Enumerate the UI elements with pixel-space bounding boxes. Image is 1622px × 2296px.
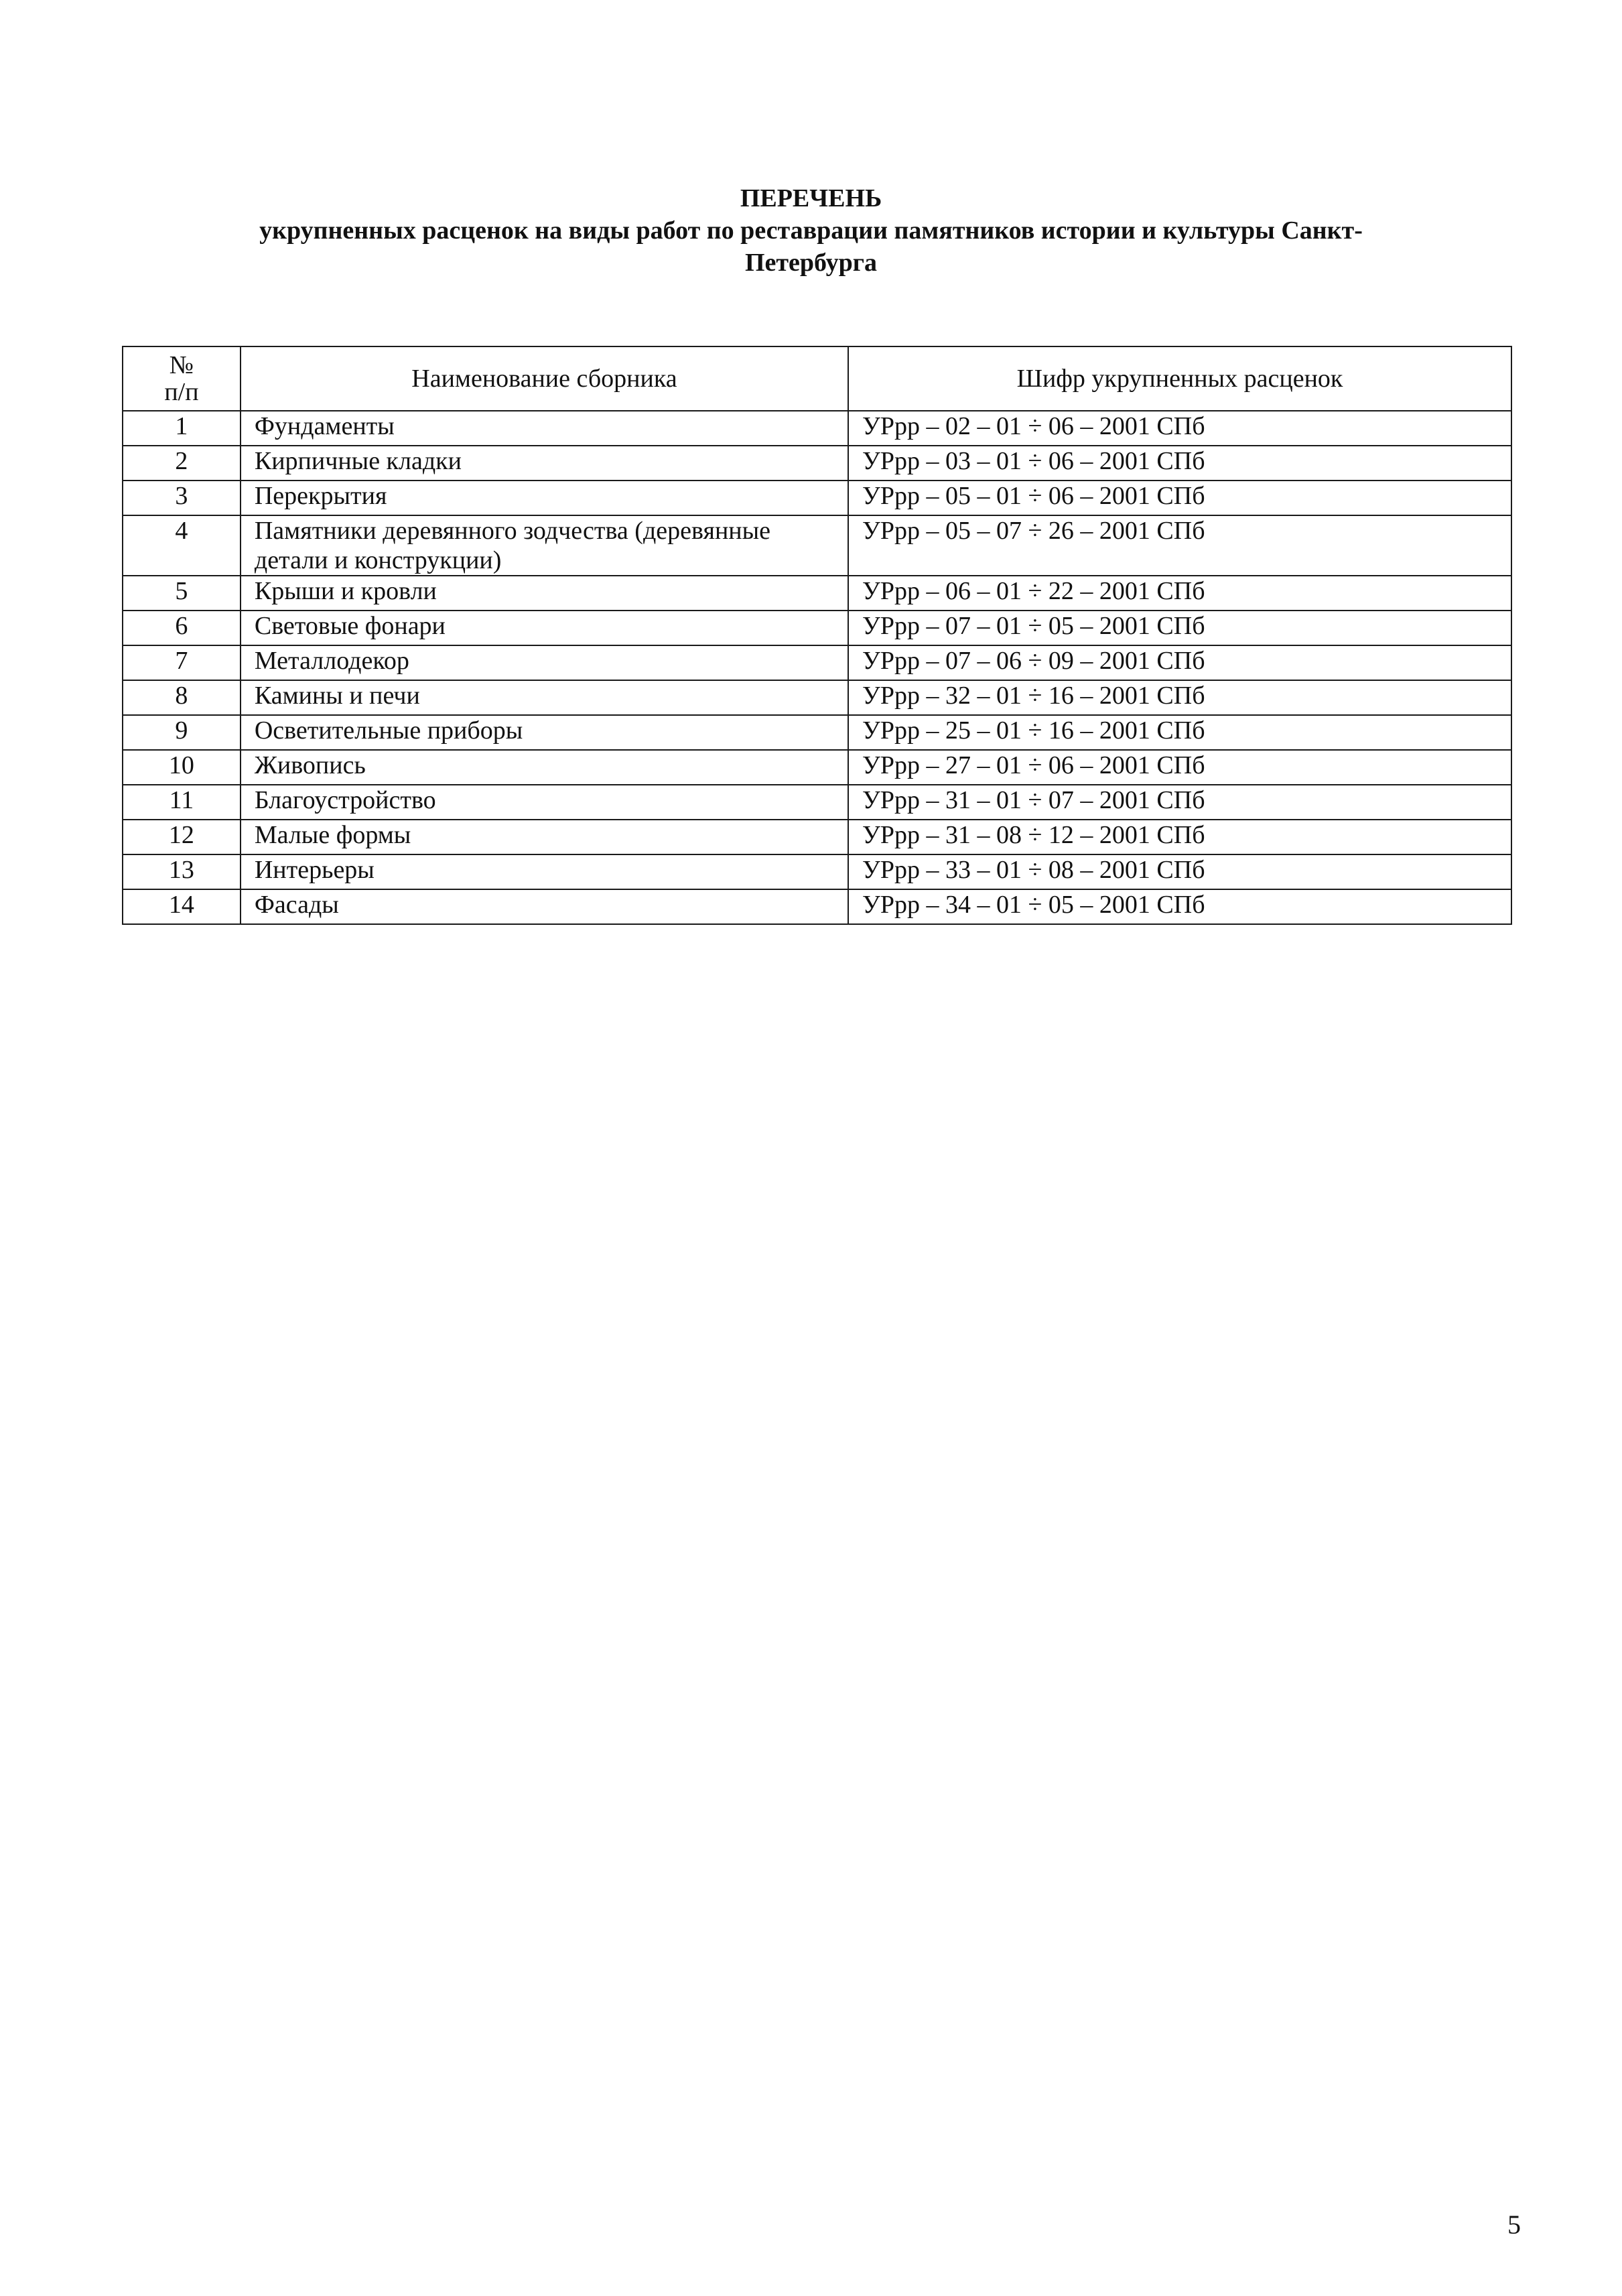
table-row — [123, 645, 1511, 680]
collection-name-cell: Кирпичные кладки — [241, 446, 848, 481]
page-number: 5 — [1507, 2210, 1521, 2240]
collection-name-cell: Световые фонари — [241, 611, 848, 645]
rate-code-cell: УРрр – 02 – 01 ÷ 06 – 2001 СПб — [848, 411, 1511, 446]
table-row — [123, 854, 1511, 889]
header-code: Шифр укрупненных расценок — [848, 346, 1511, 411]
row-number-cell: 14 — [123, 889, 241, 924]
row-number-cell: 10 — [123, 750, 241, 785]
row-number-cell: 7 — [123, 645, 241, 680]
collection-name-cell: Крыши и кровли — [241, 576, 848, 611]
row-number-cell: 2 — [123, 446, 241, 481]
table-row — [123, 889, 1511, 924]
rate-code-cell: УРрр – 05 – 07 ÷ 26 – 2001 СПб — [848, 515, 1511, 576]
table-row — [123, 576, 1511, 611]
table-row — [123, 481, 1511, 515]
table-row — [123, 750, 1511, 785]
row-number-cell: 4 — [123, 515, 241, 576]
row-number-cell: 13 — [123, 854, 241, 889]
rate-code-cell: УРрр – 03 – 01 ÷ 06 – 2001 СПб — [848, 446, 1511, 481]
table-row — [123, 411, 1511, 446]
collection-name-cell: Благоустройство — [241, 785, 848, 820]
row-number-cell: 11 — [123, 785, 241, 820]
rate-code-cell: УРрр – 06 – 01 ÷ 22 – 2001 СПб — [848, 576, 1511, 611]
rate-code-cell: УРрр – 32 – 01 ÷ 16 – 2001 СПб — [848, 680, 1511, 715]
header-num-line2: п/п — [164, 378, 199, 406]
rate-code-cell: УРрр – 25 – 01 ÷ 16 – 2001 СПб — [848, 715, 1511, 750]
rate-code-cell: УРрр – 31 – 08 ÷ 12 – 2001 СПб — [848, 820, 1511, 854]
collection-name-cell: Осветительные приборы — [241, 715, 848, 750]
header-num — [123, 346, 241, 411]
document-title: ПЕРЕЧЕНЬ — [740, 184, 882, 212]
row-number-cell: 9 — [123, 715, 241, 750]
row-number-cell: 8 — [123, 680, 241, 715]
document-heading — [154, 182, 1468, 279]
row-number-cell: 6 — [123, 611, 241, 645]
rate-code-cell: УРрр – 34 – 01 ÷ 05 – 2001 СПб — [848, 889, 1511, 924]
collection-name-cell: Памятники деревянного зодчества (деревянные детали и конструкции) — [241, 515, 848, 576]
table-row — [123, 715, 1511, 750]
rate-code-cell: УРрр – 33 – 01 ÷ 08 – 2001 СПб — [848, 854, 1511, 889]
table-row — [123, 515, 1511, 576]
document-subtitle-line2: Петербурга — [744, 249, 878, 277]
row-number-cell: 1 — [123, 411, 241, 446]
rates-list-table — [122, 346, 1512, 925]
collection-name-cell: Камины и печи — [241, 680, 848, 715]
collection-name-cell: Фундаменты — [241, 411, 848, 446]
collection-name-cell: Интерьеры — [241, 854, 848, 889]
rate-code-cell: УРрр – 31 – 01 ÷ 07 – 2001 СПб — [848, 785, 1511, 820]
table-row — [123, 820, 1511, 854]
collection-name-cell: Перекрытия — [241, 481, 848, 515]
collection-name-cell: Фасады — [241, 889, 848, 924]
rate-code-cell: УРрр – 27 – 01 ÷ 06 – 2001 СПб — [848, 750, 1511, 785]
rate-code-cell: УРрр – 05 – 01 ÷ 06 – 2001 СПб — [848, 481, 1511, 515]
table-row — [123, 611, 1511, 645]
row-number-cell: 12 — [123, 820, 241, 854]
table-body — [123, 411, 1511, 924]
header-name: Наименование сборника — [241, 346, 848, 411]
document-subtitle-line1: укрупненных расценок на виды работ по реставрации памятников истории и культуры Санкт- — [259, 216, 1363, 245]
row-number-cell: 3 — [123, 481, 241, 515]
collection-name-cell: Живопись — [241, 750, 848, 785]
table-row — [123, 680, 1511, 715]
collection-name-cell: Малые формы — [241, 820, 848, 854]
row-number-cell: 5 — [123, 576, 241, 611]
rate-code-cell: УРрр – 07 – 06 ÷ 09 – 2001 СПб — [848, 645, 1511, 680]
table-row — [123, 446, 1511, 481]
table-header-row — [123, 346, 1511, 411]
table-row — [123, 785, 1511, 820]
rate-code-cell: УРрр – 07 – 01 ÷ 05 – 2001 СПб — [848, 611, 1511, 645]
collection-name-cell: Металлодекор — [241, 645, 848, 680]
header-num-line1: № — [169, 351, 194, 379]
